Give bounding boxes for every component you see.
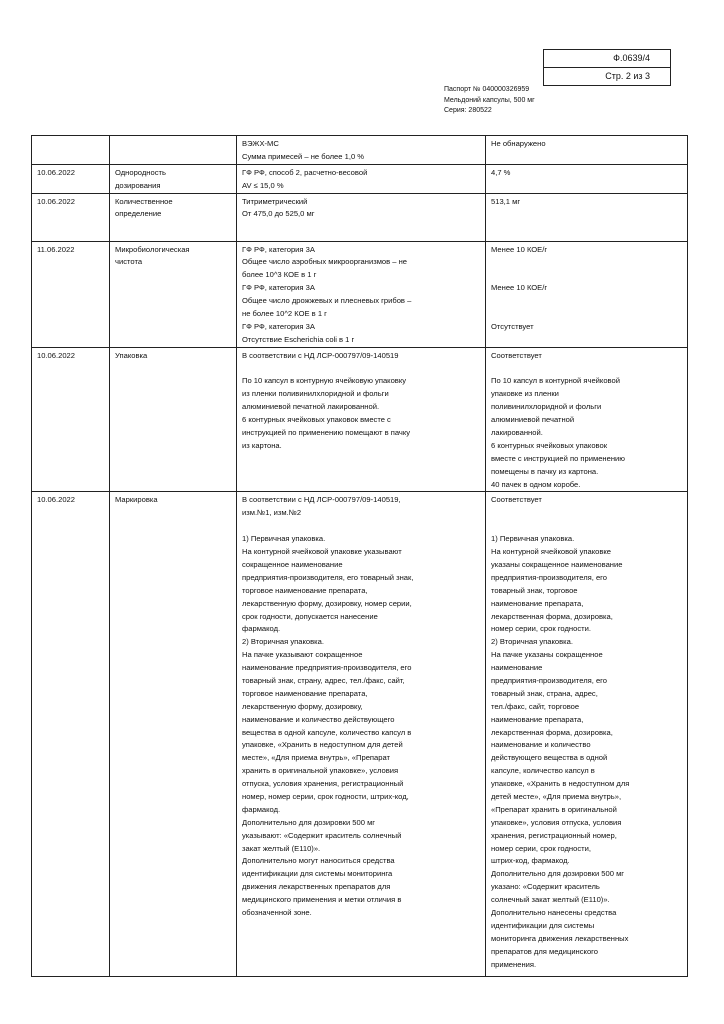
cell-line: 40 пачек в одном коробе.	[491, 479, 581, 489]
cell-line: Дополнительно могут наноситься средства	[242, 856, 395, 866]
cell-line: На контурной ячейковой упаковке	[491, 547, 612, 557]
cell-line: из картона.	[242, 440, 282, 450]
cell-line: препаратов для медицинского	[491, 946, 599, 956]
cell-line: хранения, регистрационный номер,	[491, 830, 617, 840]
date-cell	[32, 241, 110, 347]
cell-line: более 10^3 КОЕ в 1 г	[242, 270, 317, 280]
cell-line: мониторинга движения лекарственных	[491, 933, 629, 943]
cell-line: хранить в оригинальной упаковке», условия	[242, 766, 399, 776]
requirement-cell	[237, 241, 486, 347]
cell-line: 11.06.2022	[37, 244, 75, 254]
cell-line: закат желтый (Е110)».	[242, 843, 321, 853]
cell-line: поливинилхлоридной и фольги	[491, 402, 602, 412]
cell-line: указывают: «Содержит краситель солнечный	[242, 830, 402, 840]
cell-line: предприятия-производителя, его товарный знак,	[242, 572, 414, 582]
cell-line: ГФ РФ, способ 2, расчетно-весовой	[242, 167, 368, 177]
table-row	[32, 241, 688, 347]
cell-line: 2) Вторичная упаковка.	[491, 637, 573, 647]
form-code: Ф.0639/4	[613, 53, 650, 63]
cell-line: От 475,0 до 525,0 мг	[242, 209, 315, 219]
cell-line: из пленки поливинилхлоридной и фольги	[242, 389, 389, 399]
cell-line: наименование	[491, 663, 543, 673]
cell-line: применения.	[491, 959, 537, 969]
cell-line: движения лекарственных препаратов для	[242, 882, 391, 892]
requirement-cell	[237, 193, 486, 241]
cell-line	[491, 269, 682, 282]
cell-line: наименование препарата,	[491, 598, 584, 608]
result-cell	[486, 347, 688, 492]
date-cell	[32, 492, 110, 977]
cell-line: алюминиевой печатной лакированной.	[242, 402, 380, 412]
cell-line: срок годности, допускается нанесение	[242, 611, 378, 621]
cell-line: помещены в пачку из картона.	[491, 466, 599, 476]
cell-line: товарный знак, страна, адрес,	[491, 688, 598, 698]
cell-line: AV ≤ 15,0 %	[242, 180, 284, 190]
test-cell	[110, 347, 237, 492]
cell-line	[37, 138, 104, 151]
table-row	[32, 193, 688, 241]
cell-line: торговое наименование препарата,	[242, 585, 368, 595]
cell-line: указаны сокращенное наименование	[491, 559, 623, 569]
cell-line: товарный знак, торговое	[491, 585, 578, 595]
cell-line: Дополнительно для дозировки 500 мг	[491, 869, 625, 879]
cell-line: 1) Первичная упаковка.	[491, 534, 575, 544]
cell-line: вещества в одной капсуле, количество капсул в	[242, 727, 412, 737]
result-cell	[486, 193, 688, 241]
date-cell	[32, 347, 110, 492]
test-cell	[110, 136, 237, 165]
table-row	[32, 347, 688, 492]
cell-line: лекарственная форма, дозировка,	[491, 727, 613, 737]
cell-line: товарный знак, страну, адрес, тел./факс, сайт,	[242, 675, 405, 685]
test-cell	[110, 193, 237, 241]
cell-line: указано: «Содержит краситель	[491, 882, 600, 892]
cell-line: ГФ РФ, категория 3А	[242, 321, 315, 331]
cell-line: номер, номер серии, срок годности, штрих-код,	[242, 791, 409, 801]
product-name: Мельдоний капсулы, 500 мг	[444, 96, 535, 104]
cell-line: Отсутствие Escherichia coli в 1 г	[242, 334, 355, 344]
cell-line: 10.06.2022	[37, 495, 76, 505]
cell-line: упаковке, «Хранить в недоступном для детей	[242, 740, 403, 750]
cell-line: На пачке указывают сокращенное	[242, 650, 363, 660]
cell-line	[491, 295, 682, 308]
cell-line	[491, 507, 682, 520]
cell-line	[491, 256, 682, 269]
cell-line: В соответствии с НД ЛСР-000797/09-140519,	[242, 495, 401, 505]
table-row	[32, 164, 688, 193]
cell-line: 10.06.2022	[37, 196, 76, 206]
cell-line: идентификации для системы	[491, 920, 595, 930]
cell-line: Титриметрический	[242, 196, 308, 206]
cell-line	[491, 363, 682, 376]
table-row	[32, 492, 688, 977]
cell-line: лекарственную форму, дозировку, номер серии,	[242, 598, 412, 608]
passport-number: Паспорт № 040000326959	[444, 86, 530, 93]
cell-line: лакированной.	[491, 428, 543, 438]
cell-line: Дополнительно для дозировки 500 мг	[242, 817, 376, 827]
series-number: Серия: 280522	[444, 107, 492, 114]
cell-line: Количественное	[115, 196, 173, 206]
cell-line: предприятия-производителя, его	[491, 572, 608, 582]
cell-line: лекарственную форму, дозировку,	[242, 701, 363, 711]
test-cell	[110, 164, 237, 193]
date-cell	[32, 164, 110, 193]
cell-line: Не обнаружено	[491, 139, 546, 148]
requirement-cell	[237, 492, 486, 977]
cell-line: На контурной ячейковой упаковке указывают	[242, 547, 402, 557]
cell-line: предприятия-производителя, его	[491, 675, 608, 685]
form-code-box	[543, 49, 671, 86]
cell-line: фармакод.	[242, 804, 281, 814]
requirement-cell	[237, 164, 486, 193]
cell-line: фармакод.	[242, 624, 281, 634]
result-cell	[486, 136, 688, 165]
requirement-cell	[237, 347, 486, 492]
cell-line: штрих-код, фармакод.	[491, 856, 570, 866]
cell-line: определение	[115, 209, 162, 219]
cell-line: 10.06.2022	[37, 167, 76, 177]
cell-line: отпуска, условия хранения, регистрационный	[242, 779, 404, 789]
cell-line: 10.06.2022	[37, 350, 76, 360]
cell-line: Сумма примесей – не более 1,0 %	[242, 151, 365, 161]
cell-line: упаковке», условия отпуска, условия	[491, 817, 622, 827]
cell-line: Менее 10 КОЕ/г	[491, 283, 548, 293]
cell-line: В соответствии с НД ЛСР-000797/09-140519	[242, 350, 399, 360]
cell-line: тел./факс, сайт, торговое	[491, 701, 580, 711]
cell-line: вместе с инструкцией по применению	[491, 453, 625, 463]
cell-line: Маркировка	[115, 495, 158, 505]
cell-line: На пачке указаны сокращенное	[491, 650, 603, 660]
cell-line: месте», «Для приема внутрь», «Препарат	[242, 753, 391, 763]
cell-line: ВЭЖХ-МС	[242, 139, 279, 148]
cell-line: 513,1 мг	[491, 196, 521, 206]
cell-line: Общее число аэробных микроорганизмов – не	[242, 257, 408, 267]
cell-line	[242, 363, 480, 376]
cell-line: дозирования	[115, 180, 161, 190]
cell-line	[242, 520, 480, 533]
cell-line: Соответствует	[491, 350, 542, 360]
cell-line: капсуле, количество капсул в	[491, 766, 595, 776]
cell-line: чистота	[115, 257, 143, 267]
quality-table	[31, 135, 688, 977]
cell-line: 6 контурных ячейковых упаковок вместе с	[242, 415, 391, 425]
cell-line: 1) Первичная упаковка.	[242, 534, 326, 544]
cell-line: По 10 капсул в контурную ячейковую упаковку	[242, 376, 407, 386]
cell-line: не более 10^2 КОЕ в 1 г	[242, 309, 327, 319]
cell-line: инструкцией по применению помещают в пачку	[242, 428, 411, 438]
result-cell	[486, 164, 688, 193]
cell-line: 4,7 %	[491, 167, 511, 177]
test-cell	[110, 492, 237, 977]
page-number: Стр. 2 из 3	[544, 67, 670, 85]
cell-line: ГФ РФ, категория 3А	[242, 244, 315, 254]
test-cell	[110, 241, 237, 347]
cell-line: Упаковка	[115, 350, 148, 360]
cell-line	[491, 520, 682, 533]
table-row	[32, 136, 688, 165]
result-cell	[486, 241, 688, 347]
cell-line	[491, 308, 682, 321]
cell-line: упаковке из пленки	[491, 389, 559, 399]
cell-line: действующего вещества в одной	[491, 753, 608, 763]
cell-line: солнечный закат желтый (Е110)».	[491, 895, 610, 905]
cell-line: Микробиологическая	[115, 244, 190, 254]
cell-line: 6 контурных ячейковых упаковок	[491, 440, 608, 450]
cell-line: Менее 10 КОЕ/г	[491, 244, 548, 254]
cell-line: номер серии, срок годности.	[491, 624, 591, 634]
cell-line: 2) Вторичная упаковка.	[242, 637, 324, 647]
cell-line: номер серии, срок годности,	[491, 843, 591, 853]
passport-header	[444, 85, 535, 117]
cell-line: лекарственная форма, дозировка,	[491, 611, 613, 621]
cell-line: наименование и количество действующего	[242, 714, 395, 724]
cell-line: Дополнительно нанесены средства	[491, 907, 617, 917]
cell-line: ГФ РФ, категория 3А	[242, 283, 315, 293]
cell-line: детей месте», «Для приема внутрь»,	[491, 791, 622, 801]
cell-line: наименование препарата,	[491, 714, 584, 724]
cell-line: наименование и количество	[491, 740, 591, 750]
cell-line: идентификации для системы мониторинга	[242, 869, 393, 879]
cell-line: обозначенной зоне.	[242, 907, 312, 917]
cell-line: медицинского применения и метки отличия в	[242, 895, 402, 905]
date-cell	[32, 136, 110, 165]
cell-line: торговое наименование препарата,	[242, 688, 368, 698]
cell-line: наименование предприятия-производителя, его	[242, 663, 412, 673]
cell-line: Однородность	[115, 167, 166, 177]
requirement-cell	[237, 136, 486, 165]
cell-line: упаковке, «Хранить в недоступном для	[491, 779, 630, 789]
cell-line: изм.№1, изм.№2	[242, 508, 302, 518]
date-cell	[32, 193, 110, 241]
cell-line: Соответствует	[491, 495, 542, 505]
cell-line: По 10 капсул в контурной ячейковой	[491, 376, 620, 386]
cell-line: Отсутствует	[491, 321, 534, 331]
cell-line: «Препарат хранить в оригинальной	[491, 804, 617, 814]
cell-line: Общее число дрожжевых и плесневых грибов –	[242, 296, 412, 306]
result-cell	[486, 492, 688, 977]
cell-line: сокращенное наименование	[242, 559, 343, 569]
cell-line: алюминиевой печатной	[491, 415, 575, 425]
